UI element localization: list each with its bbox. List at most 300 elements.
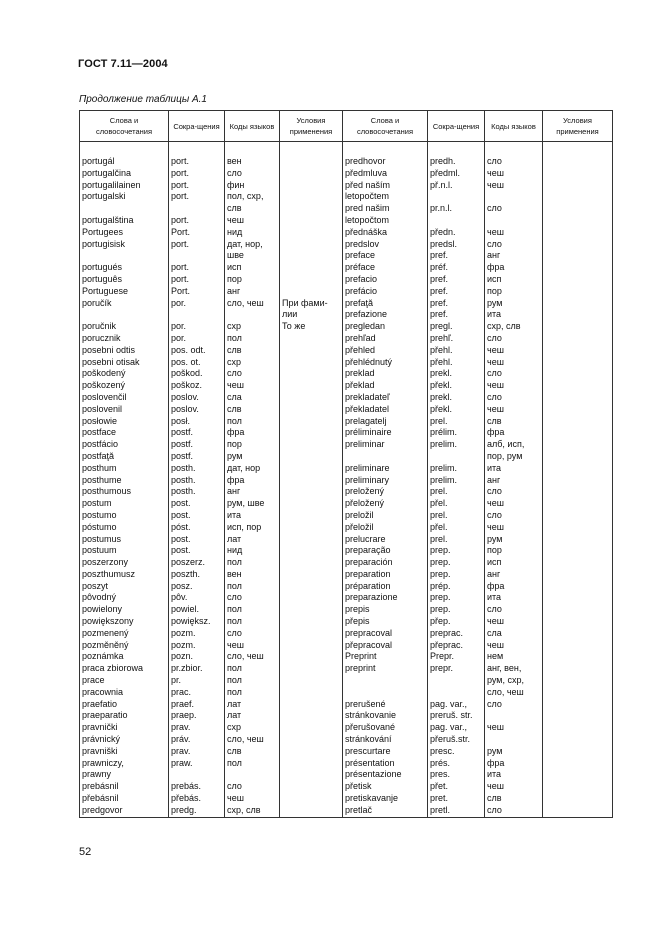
abbreviation-cell: preruš. str. [428,710,485,722]
abbreviation-cell: póst. [169,522,225,534]
usage-condition-cell [543,545,613,557]
language-code-cell: пол [225,604,280,616]
term-cell: posebni odtis [80,345,169,357]
abbreviation-cell: posł. [169,416,225,428]
language-code-cell: чеш [485,522,543,534]
usage-condition-cell [280,262,343,274]
table-header-row [80,111,613,142]
usage-condition-cell [543,592,613,604]
table-row [80,545,613,557]
table-row [80,581,613,593]
term-cell: prescurtare [343,746,428,758]
column-header: Коды языков [485,111,543,142]
usage-condition-cell [543,180,613,192]
language-code-cell: пол [225,557,280,569]
language-code-cell: исп [225,262,280,274]
usage-condition-cell [543,416,613,428]
term-cell: postumus [80,534,169,546]
usage-condition-cell [280,180,343,192]
table-row [80,663,613,675]
language-code-cell: сло, чеш [485,687,543,699]
language-code-cell: чеш [485,380,543,392]
term-cell: póstumo [80,522,169,534]
abbreviation-cell: přeruš.str. [428,734,485,746]
language-code-cell: анг [485,250,543,262]
usage-condition-cell [280,168,343,180]
column-header: Сокра-щения [169,111,225,142]
abbreviation-cell: port. [169,215,225,227]
abbreviation-cell [169,769,225,781]
abbreviation-cell [169,250,225,262]
table-row [80,781,613,793]
language-code-cell: анг [225,286,280,298]
usage-condition-cell [543,380,613,392]
table-row [80,404,613,416]
usage-condition-cell [543,616,613,628]
usage-condition-cell [543,687,613,699]
table-row [80,156,613,168]
term-cell: prelucrare [343,534,428,546]
abbreviation-cell: praep. [169,710,225,722]
table-body [80,142,613,818]
language-code-cell: сло [225,368,280,380]
term-cell: portugués [80,262,169,274]
language-code-cell: рум [485,746,543,758]
usage-condition-cell [280,805,343,817]
term-cell: posłowie [80,416,169,428]
abbreviation-cell: přel. [428,498,485,510]
language-code-cell: анг [485,475,543,487]
language-code-cell: пол, схр, [225,191,280,203]
language-code-cell: пол [225,687,280,699]
term-cell: přetisk [343,781,428,793]
term-cell: prerušené [343,699,428,711]
table-row [80,250,613,262]
language-code-cell: слв [225,345,280,357]
usage-condition-cell [280,416,343,428]
table-row [80,522,613,534]
abbreviation-cell: posth. [169,486,225,498]
abbreviation-cell: prepr. [428,663,485,675]
usage-condition-cell [543,321,613,333]
term-cell: poszthumusz [80,569,169,581]
column-header: Условия применения [280,111,343,142]
term-cell: Portuguese [80,286,169,298]
language-code-cell: сла [225,392,280,404]
term-cell: portugalština [80,215,169,227]
usage-condition-cell [543,345,613,357]
usage-condition-cell [543,640,613,652]
abbreviation-cell: pozm. [169,628,225,640]
language-code-cell: чеш [485,227,543,239]
term-cell: prefazione [343,309,428,321]
abbreviation-cell: post. [169,545,225,557]
usage-condition-cell [543,651,613,663]
usage-condition-cell [280,663,343,675]
term-cell: poručík [80,298,169,310]
language-code-cell: лат [225,699,280,711]
term-cell: portugalčina [80,168,169,180]
term-cell: prebásnil [80,781,169,793]
table-row [80,734,613,746]
table-row [80,357,613,369]
language-code-cell: чеш [485,168,543,180]
abbreviation-cell: port. [169,239,225,251]
usage-condition-cell [543,357,613,369]
abbreviation-cell: pag. var., [428,699,485,711]
language-code-cell: сло [485,510,543,522]
term-cell: posthum [80,463,169,475]
term-cell: pracownia [80,687,169,699]
abbreviation-cell: pozn. [169,651,225,663]
term-cell: préliminaire [343,427,428,439]
abbreviation-cell: por. [169,298,225,310]
usage-condition-cell [543,710,613,722]
language-code-cell: сло, чеш [225,734,280,746]
abbreviation-cell: préf. [428,262,485,274]
term-cell: před naším [343,180,428,192]
term-cell: preprint [343,663,428,675]
term-cell: preparation [343,569,428,581]
table-row [80,368,613,380]
table-caption: Продолжение таблицы А.1 [79,94,207,105]
usage-condition-cell [280,616,343,628]
usage-condition-cell [280,604,343,616]
language-code-cell: алб, исп, [485,439,543,451]
term-cell: postfaţă [80,451,169,463]
table-row [80,191,613,203]
usage-condition-cell [280,781,343,793]
language-code-cell: ита [225,510,280,522]
term-cell: predslov [343,239,428,251]
language-code-cell: слв [485,793,543,805]
table-row [80,793,613,805]
abbreviation-cell: pref. [428,250,485,262]
term-cell [80,250,169,262]
language-code-cell: чеш [485,781,543,793]
usage-condition-cell [280,451,343,463]
language-code-cell: пол [225,416,280,428]
abbreviation-cell: prebás. [169,781,225,793]
term-cell: preparazione [343,592,428,604]
term-cell: preklad [343,368,428,380]
table-row [80,746,613,758]
term-cell: přebásnil [80,793,169,805]
abbreviation-cell: post. [169,534,225,546]
language-code-cell: чеш [485,616,543,628]
table-row [80,616,613,628]
table-row [80,286,613,298]
term-cell: prawniczy, [80,758,169,770]
usage-condition-cell [280,215,343,227]
term-cell: posthumous [80,486,169,498]
abbreviation-cell: postf. [169,439,225,451]
language-code-cell: вен [225,569,280,581]
table-row [80,439,613,451]
abbreviation-cell: port. [169,274,225,286]
usage-condition-cell [280,710,343,722]
language-code-cell: схр, слв [485,321,543,333]
term-cell: předmluva [343,168,428,180]
language-code-cell: сло [225,628,280,640]
table-row [80,239,613,251]
language-code-cell: ита [485,309,543,321]
usage-condition-cell [543,663,613,675]
term-cell: prehľad [343,333,428,345]
usage-condition-cell [543,746,613,758]
term-cell: portugalilainen [80,180,169,192]
table-row [80,651,613,663]
language-code-cell: нид [225,545,280,557]
term-cell: prepis [343,604,428,616]
term-cell: portugál [80,156,169,168]
usage-condition-cell [543,675,613,687]
term-cell: posthume [80,475,169,487]
term-cell: pretiskavanje [343,793,428,805]
term-cell [343,675,428,687]
abbreviation-cell: prel. [428,416,485,428]
term-cell: preložil [343,510,428,522]
language-code-cell: сло [485,392,543,404]
table-row [80,203,613,215]
abbreviation-cell: prac. [169,687,225,699]
abbreviation-cell: poškod. [169,368,225,380]
term-cell: preliminary [343,475,428,487]
language-code-cell: сло [485,239,543,251]
language-code-cell [225,309,280,321]
language-code-cell: исп [485,557,543,569]
abbreviation-cell: prelim. [428,463,485,475]
usage-condition-cell [280,675,343,687]
term-cell: postum [80,498,169,510]
term-cell: přehled [343,345,428,357]
language-code-cell: пол [225,616,280,628]
term-cell: přeložený [343,498,428,510]
usage-condition-cell [280,651,343,663]
abbreviation-cell: přebás. [169,793,225,805]
table-row [80,534,613,546]
usage-condition-cell [543,534,613,546]
abbreviation-cell: prav. [169,746,225,758]
abbreviation-cell: prekl. [428,368,485,380]
abbreviation-cell: praw. [169,758,225,770]
usage-condition-cell [280,439,343,451]
abbreviation-cell: prel. [428,486,485,498]
usage-condition-cell [280,498,343,510]
abbreviation-cell: posth. [169,475,225,487]
term-cell: prepracoval [343,628,428,640]
page-number: 52 [79,846,92,858]
language-code-cell: лат [225,534,280,546]
table-row [80,298,613,310]
abbreviation-cell: pag. var., [428,722,485,734]
abbreviation-cell: prep. [428,592,485,604]
usage-condition-cell [543,368,613,380]
language-code-cell: пол [225,675,280,687]
usage-condition-cell [543,793,613,805]
abbreviation-cell: poszth. [169,569,225,581]
abbreviation-cell: pret. [428,793,485,805]
usage-condition-cell [543,286,613,298]
abbreviation-cell: př.n.l. [428,180,485,192]
usage-condition-cell [543,191,613,203]
usage-condition-cell [280,203,343,215]
abbreviation-cell: přel. [428,522,485,534]
abbreviation-cell: přep. [428,616,485,628]
term-cell: letopočtem [343,191,428,203]
language-code-cell: слв [225,203,280,215]
usage-condition-cell [280,427,343,439]
usage-condition-cell [543,805,613,817]
abbreviation-cell: pr.n.l. [428,203,485,215]
language-code-cell: фра [485,427,543,439]
abbreviation-cell: port. [169,191,225,203]
term-cell: praeparatio [80,710,169,722]
table-row [80,758,613,770]
abbreviation-cell: Prepr. [428,651,485,663]
language-code-cell: лат [225,710,280,722]
language-code-cell: сло [225,592,280,604]
language-code-cell: рум, схр, [485,675,543,687]
language-code-cell: чеш [485,722,543,734]
usage-condition-cell [543,557,613,569]
language-code-cell: сло [225,168,280,180]
usage-condition-cell [280,239,343,251]
usage-condition-cell [280,545,343,557]
usage-condition-cell [280,274,343,286]
table-row [80,168,613,180]
usage-condition-cell [280,522,343,534]
term-cell: preface [343,250,428,262]
term-cell: přerušované [343,722,428,734]
usage-condition-cell [280,628,343,640]
language-code-cell: чеш [485,640,543,652]
usage-condition-cell [543,569,613,581]
language-code-cell: слв [485,416,543,428]
language-code-cell: пор [225,439,280,451]
language-code-cell: пол [225,333,280,345]
column-header: Слова и словосочетания [343,111,428,142]
table-row [80,769,613,781]
term-cell [343,687,428,699]
language-code-cell: сла [485,628,543,640]
language-code-cell: схр, слв [225,805,280,817]
abbreviation-cell: prehľ. [428,333,485,345]
usage-condition-cell [280,333,343,345]
usage-condition-cell [280,380,343,392]
usage-condition-cell [280,156,343,168]
term-cell: přepis [343,616,428,628]
language-code-cell: чеш [485,180,543,192]
abbreviation-cell: poslov. [169,392,225,404]
table-row [80,262,613,274]
language-code-cell: схр [225,321,280,333]
table-row [80,699,613,711]
abbreviation-cell: powiel. [169,604,225,616]
abbreviation-cell [169,309,225,321]
abbreviation-cell: prelim. [428,475,485,487]
abbreviation-cell: přet. [428,781,485,793]
language-code-cell: фра [485,758,543,770]
term-cell: pravnički [80,722,169,734]
abbreviations-table [79,110,613,818]
usage-condition-cell [543,239,613,251]
language-code-cell: исп [485,274,543,286]
language-code-cell: анг [485,569,543,581]
term-cell: přeložil [343,522,428,534]
usage-condition-cell [280,250,343,262]
language-code-cell: рум, шве [225,498,280,510]
term-cell: predgovor [80,805,169,817]
term-cell: preparação [343,545,428,557]
usage-condition-cell [280,404,343,416]
usage-condition-cell [543,769,613,781]
term-cell: préface [343,262,428,274]
usage-condition-cell [543,156,613,168]
abbreviation-cell: přeprac. [428,640,485,652]
abbreviation-cell: postf. [169,451,225,463]
table-row [80,805,613,817]
language-code-cell: шве [225,250,280,262]
language-code-cell: чеш [225,793,280,805]
abbreviation-cell: port. [169,168,225,180]
abbreviation-cell: poszerz. [169,557,225,569]
term-cell: překlad [343,380,428,392]
language-code-cell: сло [485,805,543,817]
table-row [80,628,613,640]
abbreviation-cell: por. [169,321,225,333]
usage-condition-cell [543,581,613,593]
language-code-cell: анг, вен, [485,663,543,675]
usage-condition-cell [543,203,613,215]
language-code-cell [485,710,543,722]
table-row [80,416,613,428]
abbreviation-cell [428,687,485,699]
term-cell: pravniški [80,746,169,758]
language-code-cell: чеш [485,357,543,369]
term-cell: preložený [343,486,428,498]
language-code-cell: нем [485,651,543,663]
usage-condition-cell [543,427,613,439]
term-cell [80,309,169,321]
language-code-cell: чеш [225,215,280,227]
usage-condition-cell [280,769,343,781]
abbreviation-cell: přehl. [428,357,485,369]
term-cell: prace [80,675,169,687]
abbreviation-cell: pôv. [169,592,225,604]
usage-condition-cell [543,699,613,711]
usage-condition-cell [280,557,343,569]
language-code-cell: пор [485,286,543,298]
usage-condition-cell [280,286,343,298]
language-code-cell: пол [225,663,280,675]
usage-condition-cell [543,498,613,510]
column-header: Слова и словосочетания [80,111,169,142]
language-code-cell: рум [225,451,280,463]
usage-condition-cell [280,581,343,593]
column-header: Условия применения [543,111,613,142]
term-cell: preliminar [343,439,428,451]
abbreviation-cell: přehl. [428,345,485,357]
abbreviation-cell: port. [169,156,225,168]
usage-condition-cell [543,522,613,534]
usage-condition-cell [280,357,343,369]
term-cell: postface [80,427,169,439]
language-code-cell: вен [225,156,280,168]
term-cell [80,203,169,215]
term-cell: prefacio [343,274,428,286]
usage-condition-cell [543,309,613,321]
